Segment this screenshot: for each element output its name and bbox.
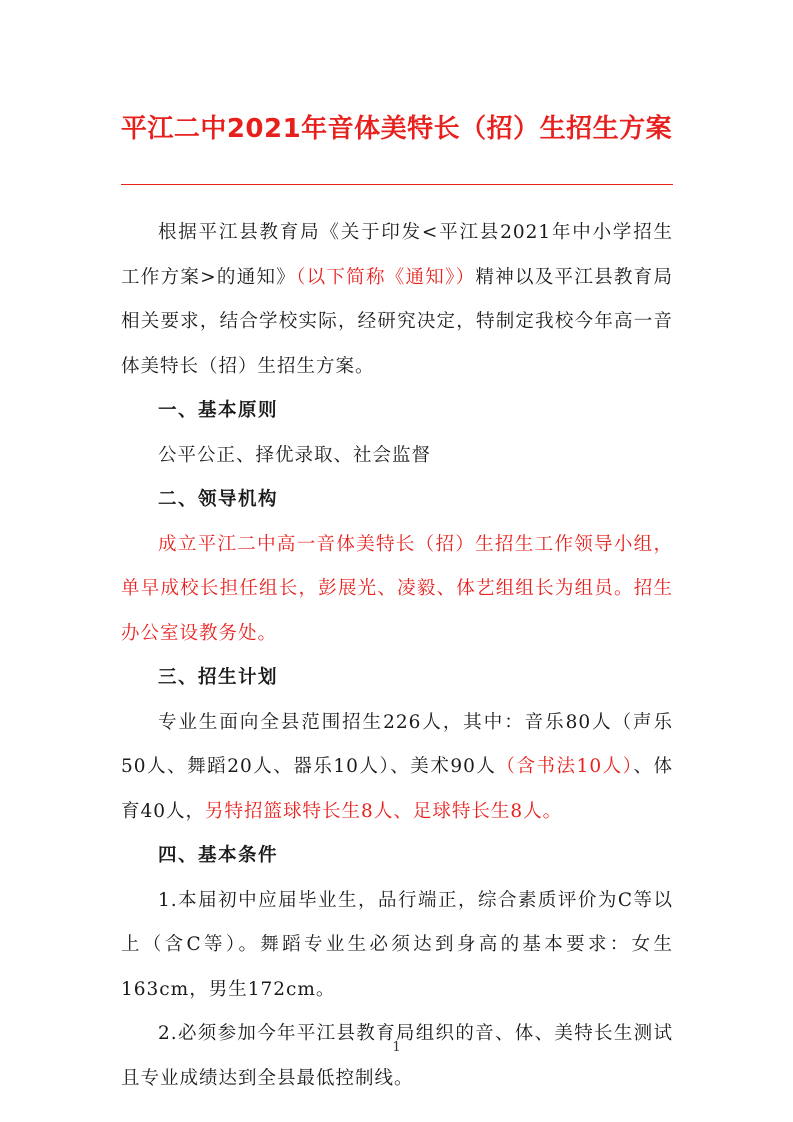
title-divider [121, 184, 673, 185]
intro-text-2: 精神以及平江县教育局相关要求，结合学校实际，经研究决定，特制定我校今年高一音体美特长（招）生招生方案。 [121, 266, 673, 377]
principles-paragraph: 公平公正、择优录取、社会监督 [158, 444, 432, 466]
section-heading-principles: 一、基本原则 [158, 400, 279, 421]
section-heading-plan: 三、招生计划 [158, 667, 279, 688]
plan-special-recruits: 另特招篮球特长生8人、足球特长生8人。 [205, 800, 563, 822]
plan-calligraphy-note: （含书法10人） [496, 756, 634, 777]
page-number: 1 [392, 1040, 401, 1055]
intro-abbrev-note: （以下简称《通知》） [296, 266, 476, 288]
document-title: 平江二中2021年音体美特长（招）生招生方案 [120, 114, 673, 144]
plan-paragraph [121, 701, 673, 835]
plan-text-2: 、体育40人， [121, 756, 673, 822]
leadership-paragraph: 成立平江二中高一音体美特长（招）生招生工作领导小组，单早成校长担任组长，彭展光、凌毅、体艺组组长为组员。招生办公室设教务处。 [121, 533, 673, 644]
section-heading-conditions: 四、基本条件 [158, 845, 279, 866]
condition-item-2: 2.必须参加今年平江县教育局组织的音、体、美特长生测试且专业成绩达到全县最低控制线。 [121, 1023, 673, 1089]
intro-paragraph [121, 211, 673, 389]
section-heading-leadership: 二、领导机构 [158, 489, 279, 510]
document-body [121, 211, 673, 1101]
condition-item-1: 1.本届初中应届毕业生，品行端正，综合素质评价为C等以上（含C等）。舞蹈专业生必须达到身高的基本要求：女生163cm，男生172cm。 [121, 889, 673, 1000]
plan-text-1: 专业生面向全县范围招生226人，其中：音乐80人（声乐50人、舞蹈20人、器乐10人）、美术90人 [121, 711, 673, 777]
intro-text-1: 根据平江县教育局《关于印发<平江县2021年中小学招生工作方案>的通知》 [121, 222, 673, 288]
